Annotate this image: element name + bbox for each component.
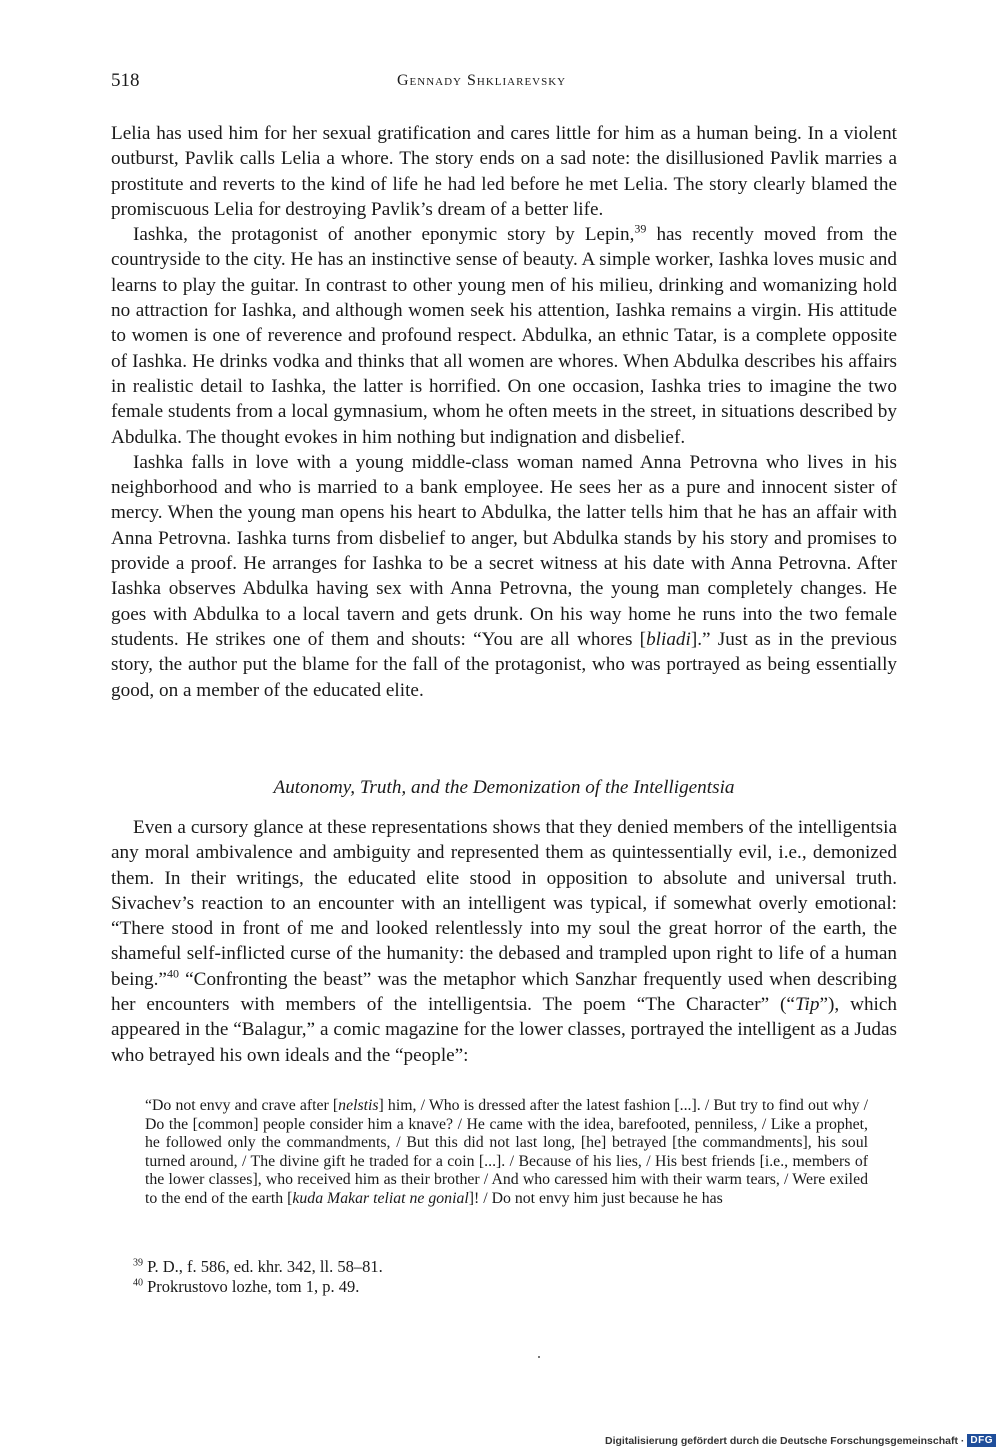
paragraph-3: Iashka falls in love with a young middle-class woman named Anna Petrovna who lives in his neighborhood and who is married to a bank employee. He sees her as a pure and innocent sister of mercy. When the young man opens his heart to Abdulka, the latter tells him that he has an affair with Anna Petrovna. Iashka turns from disbelief to anger, but Abdulka stands by his story and promises to provide a proof. He arranges for Iashka to be a secret witness at his date with Anna Petrovna. After Iashka observes Abdulka having sex with Anna Petrovna, the young man completely changes. He goes with Abdulka to a local tavern and gets drunk. On his way home he runs into the two female students. He strikes one of them and shouts: “You are all whores [bliadi].” Just as in the previous story, the author put the blame for the fall of the protagonist, who was portrayed as being essentially good, on a member of the educated elite. bbox=[111, 451, 897, 701]
running-head: Gennady Shkliarevsky bbox=[397, 72, 567, 89]
footnote-number: 39 bbox=[133, 1257, 143, 1269]
paragraph-4: Even a cursory glance at these representations shows that they denied members of the intelligentsia any moral ambivalence and ambiguity and represented them as quintessentially evil, i.e., demonized them. In their writings, the educated elite stood in opposition to absolute and universal truth. Sivachev’s reaction to an encounter with an intelligent was typical, if somewhat overly emotional: “There stood in front of me and looked relentlessly into my soul the great horror of the earth, the shameful self-inflicted curse of the humanity: the debased and trampled upon right to life of a human being.”$^{40}$ “Confronting the beast” was the metaphor which Sanzhar frequently used when describing her encounters with members of the intelligentsia. The poem “The Character” (“Tip”), which appeared in the “Balagur,” a comic magazine for the lower classes, portrayed the intelligent as a Judas who betrayed his own ideals and the “people”: bbox=[111, 817, 897, 1066]
page-number: 518 bbox=[111, 70, 140, 91]
digitization-text: Digitalisierung gefördert durch die Deutsche Forschungsgemeinschaft · bbox=[605, 1434, 965, 1447]
footnotes bbox=[133, 1257, 383, 1297]
digitization-notice bbox=[605, 1434, 996, 1447]
block-quote: “Do not envy and crave after [nelstis] him, / Who is dressed after the latest fashion [...]. / But try to find out why / Do the [common] people consider him a knave? / He came with the idea, barefooted, penniless, / Like a prophet, he followed only the commandments, / But this did not last long, [he] betrayed [the commandments], his soul turned around, / The divine gift he traded for a coin [...]. / Because of his lies, / His best friends [i.e., members of the lower classes], who received him as their brother / And who caressed him with their warm tears, / Were exiled to the end of the earth [kuda Makar teliat ne gonial]! / Do not envy him just because he has bbox=[145, 1097, 868, 1207]
paragraph-1: Lelia has used him for her sexual gratification and cares little for him as a human being. In a violent outburst, Pavlik calls Lelia a whore. The story ends on a sad note: the disillusioned Pavlik marries a prostitute and reverts to the kind of life he had led before he met Lelia. The story clearly blamed the promiscuous Lelia for destroying Pavlik’s dream of a better life. bbox=[111, 123, 897, 220]
footnote-40 bbox=[133, 1277, 383, 1297]
section-heading: Autonomy, Truth, and the Demonization of the Intelligentsia bbox=[273, 777, 735, 798]
footnote-text: Prokrustovo lozhe, tom 1, p. 49. bbox=[147, 1277, 360, 1296]
scan-speck bbox=[538, 1356, 540, 1358]
footnote-ref-40: 40 bbox=[166, 966, 179, 981]
body-text-upper bbox=[111, 121, 897, 703]
paragraph-2: Iashka, the protagonist of another eponymic story by Lepin,$^{39}$ has recently moved from the countryside to the city. He has an instinctive sense of beauty. A simple worker, Iashka loves music and learns to play the guitar. In contrast to other young men of his milieu, drinking and womanizing hold no attraction for Iashka, and although women seek his attention, Iashka remains a virgin. His attitude to women is one of reverence and profound respect. Abdulka, an ethnic Tatar, is a complete opposite of Iashka. He drinks vodka and thinks that all women are whores. When Abdulka describes his affairs in realistic detail to Iashka, the latter is horrified. On one occasion, Iashka tries to imagine the two female students from a local gymnasium, whom he often meets in the street, in situations described by Abdulka. The thought evokes in him nothing but indignation and disbelief. bbox=[111, 221, 897, 448]
body-text-lower bbox=[111, 815, 897, 1068]
footnote-ref-39: 39 bbox=[634, 221, 647, 236]
dfg-logo-icon: DFG bbox=[967, 1434, 996, 1447]
footnote-number: 40 bbox=[133, 1277, 143, 1289]
footnote-39 bbox=[133, 1257, 383, 1277]
footnote-text: P. D., f. 586, ed. khr. 342, ll. 58–81. bbox=[147, 1257, 383, 1276]
